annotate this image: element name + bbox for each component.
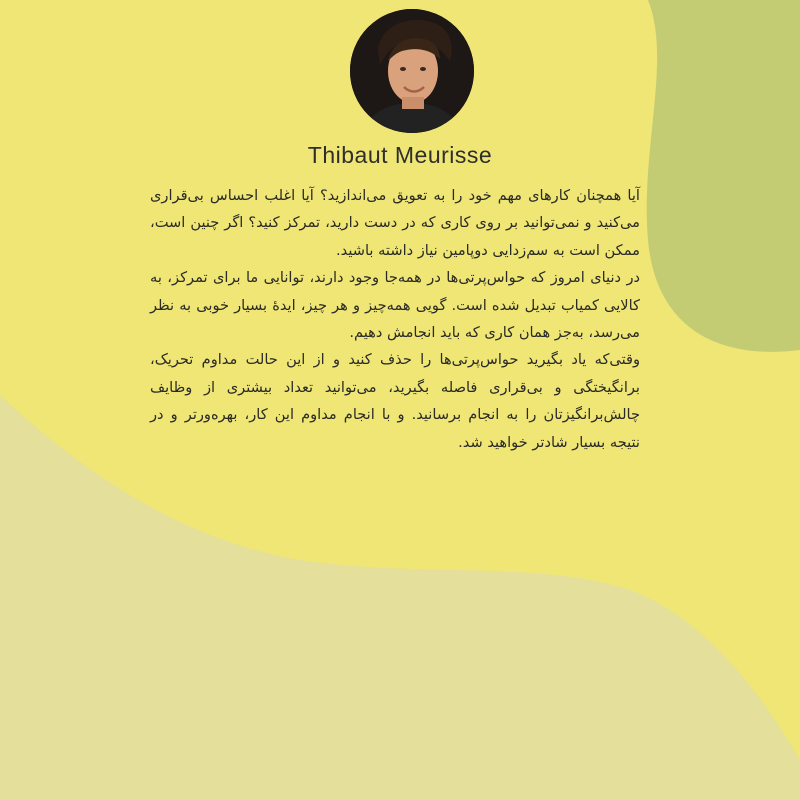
blurb-paragraph-2: در دنیای امروز که حواس‌پرتی‌ها در همه‌جا وجود دارند، توانایی ما برای تمرکز، به کالایی کمیاب تبدیل شده است. گویی همه‌چیز و هر چیز، ایدهٔ بسیار خوبی به نظر می‌رسد، به‌جز همان کاری که باید انجامش دهیم.	[150, 269, 640, 342]
author-name: Thibaut Meurisse	[307, 142, 493, 168]
blurb-paragraph-3: وقتی‌که یاد بگیرید حواس‌پرتی‌ها را حذف کنید و از این حالت مداوم تحریک، برانگیختگی و بی‌قراری فاصله بگیرید، می‌توانید تعداد بیشتری از وظایف چالش‌برانگیزتان را به انجام برسانید. و با انجام مداوم این کار، بهره‌ورتر و در نتیجه بسیار شادتر خواهید شد.	[150, 351, 640, 451]
blurb-paragraph-1: آیا همچنان کارهای مهم خود را به تعویق می‌اندازید؟ آیا اغلب احساس بی‌قراری می‌کنید و نمی‌توانید بر روی کاری که در دست دارید، تمرکز کنید؟ اگر چنین است، ممکن است به سم‌زدایی دوپامین نیاز داشته باشید.	[150, 187, 640, 259]
back-cover-blurb	[150, 182, 640, 456]
author-portrait-icon	[350, 9, 474, 133]
top-right-shape	[647, 0, 800, 352]
author-photo	[350, 9, 474, 133]
